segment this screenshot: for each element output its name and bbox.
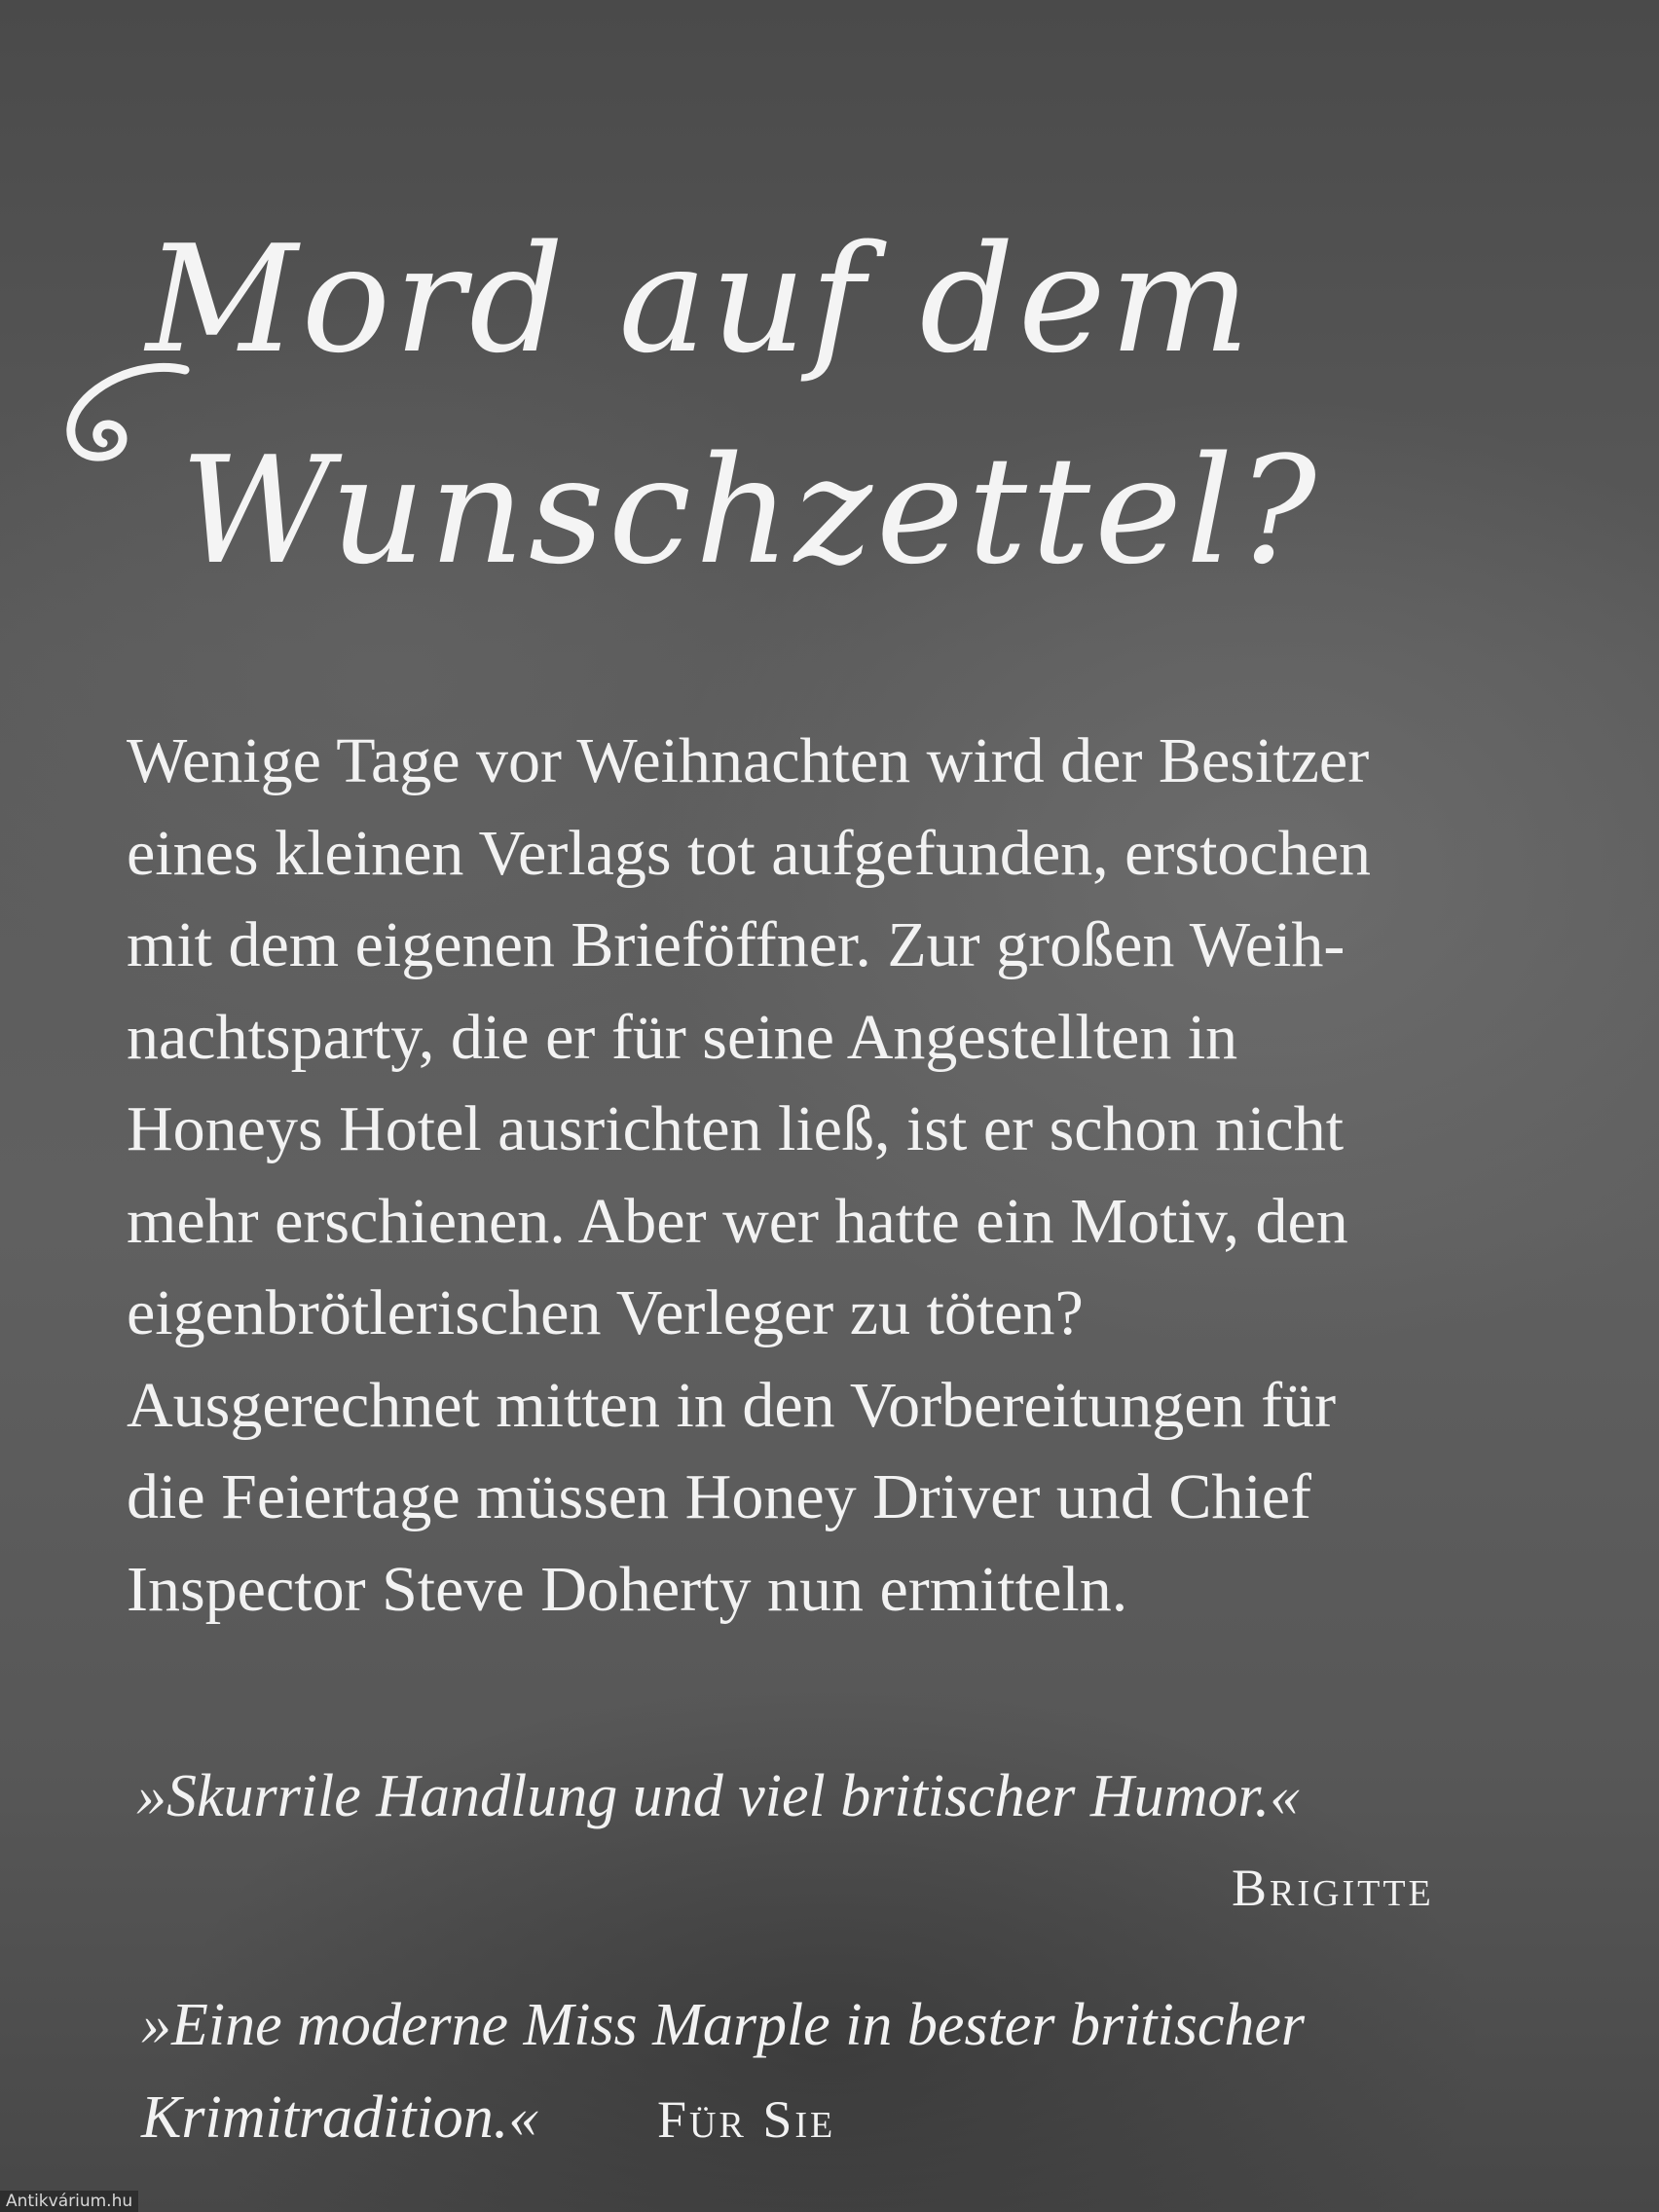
press-quote-1-source: Brigitte: [1232, 1859, 1434, 1917]
press-quote-2-line-2: Krimitradition.«: [141, 2084, 539, 2151]
blurb-line: die Feiertage müssen Honey Driver und Chief: [127, 1461, 1312, 1532]
watermark: Antikvárium.hu: [0, 2191, 138, 2212]
press-quote-2-source: Für Sie: [657, 2090, 836, 2149]
headline-line-1: Mord auf dem: [146, 213, 1254, 386]
blurb-line: Wenige Tage vor Weihnachten wird der Besitzer: [127, 725, 1370, 796]
blurb-line: Honeys Hotel ausrichten ließ, ist er schon nicht: [127, 1093, 1345, 1164]
blurb-line: Ausgerechnet mitten in den Vorbereitungen für: [127, 1369, 1337, 1441]
press-quote-2-line-1: »Eine moderne Miss Marple in bester britischer: [141, 1992, 1306, 2058]
blurb-line: eigenbrötlerischen Verleger zu töten?: [127, 1277, 1084, 1348]
blurb-text: [127, 716, 1587, 1636]
blurb-line: nachtsparty, die er für seine Angestellten in: [127, 1001, 1238, 1073]
headline-line-2: Wunschzettel?: [180, 424, 1321, 597]
blurb-line: mit dem eigenen Brieföffner. Zur großen Weih-: [127, 909, 1346, 980]
press-quote-1: »Skurrile Handlung und viel britischer Humor.«: [136, 1763, 1301, 1829]
blurb-line: mehr erschienen. Aber wer hatte ein Motiv, den: [127, 1185, 1348, 1257]
blurb-line: Inspector Steve Doherty nun ermitteln.: [127, 1553, 1128, 1625]
blurb-line: eines kleinen Verlags tot aufgefunden, erstochen: [127, 817, 1372, 889]
